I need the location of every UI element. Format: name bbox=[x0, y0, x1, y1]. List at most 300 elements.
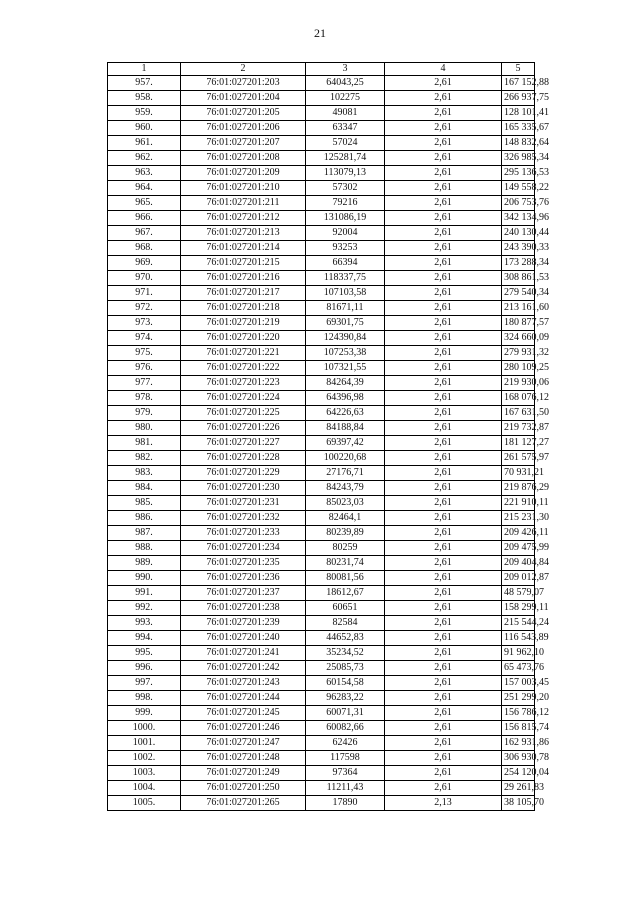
cadastral-number-cell: 76:01:027201:220 bbox=[181, 331, 306, 346]
amount-cell: 219 876,29 bbox=[502, 481, 535, 496]
value-cell: 69397,42 bbox=[306, 436, 385, 451]
rate-cell: 2,61 bbox=[385, 151, 502, 166]
cadastral-number-cell: 76:01:027201:207 bbox=[181, 136, 306, 151]
value-cell: 85023,03 bbox=[306, 496, 385, 511]
cadastral-number-cell: 76:01:027201:208 bbox=[181, 151, 306, 166]
rate-cell: 2,61 bbox=[385, 751, 502, 766]
cadastral-number-cell: 76:01:027201:249 bbox=[181, 766, 306, 781]
row-number-cell: 981. bbox=[108, 436, 181, 451]
amount-cell: 308 861,53 bbox=[502, 271, 535, 286]
amount-cell: 209 404,84 bbox=[502, 556, 535, 571]
table-row bbox=[108, 556, 535, 571]
amount-cell: 148 832,64 bbox=[502, 136, 535, 151]
value-cell: 80259 bbox=[306, 541, 385, 556]
table-row bbox=[108, 136, 535, 151]
table-row bbox=[108, 271, 535, 286]
cadastral-number-cell: 76:01:027201:245 bbox=[181, 706, 306, 721]
rate-cell: 2,61 bbox=[385, 421, 502, 436]
row-number-cell: 1001. bbox=[108, 736, 181, 751]
value-cell: 79216 bbox=[306, 196, 385, 211]
value-cell: 100220,68 bbox=[306, 451, 385, 466]
row-number-cell: 985. bbox=[108, 496, 181, 511]
page-number: 21 bbox=[314, 26, 326, 40]
row-number-cell: 977. bbox=[108, 376, 181, 391]
value-cell: 60651 bbox=[306, 601, 385, 616]
amount-cell: 279 540,34 bbox=[502, 286, 535, 301]
amount-cell: 326 985,34 bbox=[502, 151, 535, 166]
rate-cell: 2,13 bbox=[385, 796, 502, 811]
amount-cell: 209 012,87 bbox=[502, 571, 535, 586]
row-number-cell: 983. bbox=[108, 466, 181, 481]
table-row bbox=[108, 91, 535, 106]
row-number-cell: 966. bbox=[108, 211, 181, 226]
cadastral-number-cell: 76:01:027201:221 bbox=[181, 346, 306, 361]
row-number-cell: 970. bbox=[108, 271, 181, 286]
table-row bbox=[108, 226, 535, 241]
row-number-cell: 962. bbox=[108, 151, 181, 166]
row-number-cell: 994. bbox=[108, 631, 181, 646]
value-cell: 64226,63 bbox=[306, 406, 385, 421]
table-row bbox=[108, 121, 535, 136]
row-number-cell: 986. bbox=[108, 511, 181, 526]
row-number-cell: 988. bbox=[108, 541, 181, 556]
value-cell: 18612,67 bbox=[306, 586, 385, 601]
row-number-cell: 999. bbox=[108, 706, 181, 721]
rate-cell: 2,61 bbox=[385, 331, 502, 346]
amount-cell: 254 120,04 bbox=[502, 766, 535, 781]
cadastral-number-cell: 76:01:027201:222 bbox=[181, 361, 306, 376]
value-cell: 64043,25 bbox=[306, 76, 385, 91]
amount-cell: 221 910,11 bbox=[502, 496, 535, 511]
cadastral-number-cell: 76:01:027201:239 bbox=[181, 616, 306, 631]
cadastral-number-cell: 76:01:027201:206 bbox=[181, 121, 306, 136]
row-number-cell: 984. bbox=[108, 481, 181, 496]
rate-cell: 2,61 bbox=[385, 766, 502, 781]
cadastral-number-cell: 76:01:027201:234 bbox=[181, 541, 306, 556]
amount-cell: 180 877,57 bbox=[502, 316, 535, 331]
value-cell: 92004 bbox=[306, 226, 385, 241]
cadastral-number-cell: 76:01:027201:229 bbox=[181, 466, 306, 481]
rate-cell: 2,61 bbox=[385, 136, 502, 151]
rate-cell: 2,61 bbox=[385, 436, 502, 451]
amount-cell: 91 962,10 bbox=[502, 646, 535, 661]
cadastral-number-cell: 76:01:027201:228 bbox=[181, 451, 306, 466]
table-row bbox=[108, 781, 535, 796]
rate-cell: 2,61 bbox=[385, 346, 502, 361]
cadastral-number-cell: 76:01:027201:231 bbox=[181, 496, 306, 511]
rate-cell: 2,61 bbox=[385, 451, 502, 466]
column-header-3: 3 bbox=[306, 63, 385, 76]
value-cell: 102275 bbox=[306, 91, 385, 106]
table-row bbox=[108, 316, 535, 331]
amount-cell: 48 579,07 bbox=[502, 586, 535, 601]
row-number-cell: 978. bbox=[108, 391, 181, 406]
table-row bbox=[108, 586, 535, 601]
row-number-cell: 967. bbox=[108, 226, 181, 241]
table-row bbox=[108, 361, 535, 376]
cadastral-number-cell: 76:01:027201:219 bbox=[181, 316, 306, 331]
table-body bbox=[108, 76, 549, 811]
amount-cell: 70 931,21 bbox=[502, 466, 535, 481]
value-cell: 64396,98 bbox=[306, 391, 385, 406]
amount-cell: 165 335,67 bbox=[502, 121, 535, 136]
cadastral-number-cell: 76:01:027201:217 bbox=[181, 286, 306, 301]
table-row bbox=[108, 346, 535, 361]
rate-cell: 2,61 bbox=[385, 646, 502, 661]
amount-cell: 279 931,32 bbox=[502, 346, 535, 361]
value-cell: 117598 bbox=[306, 751, 385, 766]
table-row bbox=[108, 646, 535, 661]
amount-cell: 219 732,87 bbox=[502, 421, 535, 436]
column-header-5: 5 bbox=[502, 63, 535, 76]
amount-cell: 168 076,12 bbox=[502, 391, 535, 406]
row-number-cell: 958. bbox=[108, 91, 181, 106]
value-cell: 113079,13 bbox=[306, 166, 385, 181]
row-number-cell: 993. bbox=[108, 616, 181, 631]
cadastral-number-cell: 76:01:027201:244 bbox=[181, 691, 306, 706]
amount-cell: 261 575,97 bbox=[502, 451, 535, 466]
table-row bbox=[108, 676, 535, 691]
cadastral-number-cell: 76:01:027201:250 bbox=[181, 781, 306, 796]
table-row bbox=[108, 211, 535, 226]
rate-cell: 2,61 bbox=[385, 706, 502, 721]
table-row bbox=[108, 181, 535, 196]
amount-cell: 306 930,78 bbox=[502, 751, 535, 766]
cadastral-number-cell: 76:01:027201:224 bbox=[181, 391, 306, 406]
cadastral-number-cell: 76:01:027201:210 bbox=[181, 181, 306, 196]
row-number-cell: 979. bbox=[108, 406, 181, 421]
table-row bbox=[108, 331, 535, 346]
cadastral-number-cell: 76:01:027201:242 bbox=[181, 661, 306, 676]
rate-cell: 2,61 bbox=[385, 376, 502, 391]
amount-cell: 243 390,33 bbox=[502, 241, 535, 256]
rate-cell: 2,61 bbox=[385, 211, 502, 226]
rate-cell: 2,61 bbox=[385, 286, 502, 301]
rate-cell: 2,61 bbox=[385, 526, 502, 541]
table-row bbox=[108, 166, 535, 181]
rate-cell: 2,61 bbox=[385, 106, 502, 121]
rate-cell: 2,61 bbox=[385, 166, 502, 181]
value-cell: 118337,75 bbox=[306, 271, 385, 286]
table-row bbox=[108, 601, 535, 616]
column-header-2: 2 bbox=[181, 63, 306, 76]
rate-cell: 2,61 bbox=[385, 601, 502, 616]
rate-cell: 2,61 bbox=[385, 511, 502, 526]
table-row bbox=[108, 751, 535, 766]
value-cell: 125281,74 bbox=[306, 151, 385, 166]
value-cell: 66394 bbox=[306, 256, 385, 271]
cadastral-table bbox=[107, 62, 549, 811]
row-number-cell: 961. bbox=[108, 136, 181, 151]
amount-cell: 181 127,27 bbox=[502, 436, 535, 451]
value-cell: 82464,1 bbox=[306, 511, 385, 526]
column-header-1: 1 bbox=[108, 63, 181, 76]
value-cell: 49081 bbox=[306, 106, 385, 121]
row-number-cell: 960. bbox=[108, 121, 181, 136]
row-number-cell: 1002. bbox=[108, 751, 181, 766]
value-cell: 84264,39 bbox=[306, 376, 385, 391]
cadastral-number-cell: 76:01:027201:241 bbox=[181, 646, 306, 661]
rate-cell: 2,61 bbox=[385, 541, 502, 556]
row-number-cell: 969. bbox=[108, 256, 181, 271]
cadastral-number-cell: 76:01:027201:232 bbox=[181, 511, 306, 526]
table-row bbox=[108, 196, 535, 211]
row-number-cell: 971. bbox=[108, 286, 181, 301]
rate-cell: 2,61 bbox=[385, 616, 502, 631]
row-number-cell: 974. bbox=[108, 331, 181, 346]
value-cell: 124390,84 bbox=[306, 331, 385, 346]
amount-cell: 65 473,76 bbox=[502, 661, 535, 676]
rate-cell: 2,61 bbox=[385, 361, 502, 376]
row-number-cell: 973. bbox=[108, 316, 181, 331]
amount-cell: 295 136,53 bbox=[502, 166, 535, 181]
value-cell: 82584 bbox=[306, 616, 385, 631]
rate-cell: 2,61 bbox=[385, 736, 502, 751]
column-header-4: 4 bbox=[385, 63, 502, 76]
amount-cell: 162 931,86 bbox=[502, 736, 535, 751]
amount-cell: 324 660,09 bbox=[502, 331, 535, 346]
row-number-cell: 982. bbox=[108, 451, 181, 466]
value-cell: 44652,83 bbox=[306, 631, 385, 646]
row-number-cell: 996. bbox=[108, 661, 181, 676]
rate-cell: 2,61 bbox=[385, 661, 502, 676]
table-row bbox=[108, 496, 535, 511]
value-cell: 97364 bbox=[306, 766, 385, 781]
row-number-cell: 964. bbox=[108, 181, 181, 196]
cadastral-number-cell: 76:01:027201:235 bbox=[181, 556, 306, 571]
row-number-cell: 1004. bbox=[108, 781, 181, 796]
rate-cell: 2,61 bbox=[385, 586, 502, 601]
row-number-cell: 990. bbox=[108, 571, 181, 586]
cadastral-number-cell: 76:01:027201:209 bbox=[181, 166, 306, 181]
row-number-cell: 968. bbox=[108, 241, 181, 256]
cadastral-number-cell: 76:01:027201:214 bbox=[181, 241, 306, 256]
value-cell: 60071,31 bbox=[306, 706, 385, 721]
table-row bbox=[108, 631, 535, 646]
amount-cell: 167 152,88 bbox=[502, 76, 535, 91]
amount-cell: 149 558,22 bbox=[502, 181, 535, 196]
cadastral-number-cell: 76:01:027201:225 bbox=[181, 406, 306, 421]
cadastral-number-cell: 76:01:027201:236 bbox=[181, 571, 306, 586]
amount-cell: 219 930,06 bbox=[502, 376, 535, 391]
cadastral-number-cell: 76:01:027201:216 bbox=[181, 271, 306, 286]
rate-cell: 2,61 bbox=[385, 301, 502, 316]
cadastral-number-cell: 76:01:027201:215 bbox=[181, 256, 306, 271]
table-row bbox=[108, 256, 535, 271]
amount-cell: 209 426,11 bbox=[502, 526, 535, 541]
value-cell: 84243,79 bbox=[306, 481, 385, 496]
rate-cell: 2,61 bbox=[385, 271, 502, 286]
row-number-cell: 1003. bbox=[108, 766, 181, 781]
cadastral-number-cell: 76:01:027201:238 bbox=[181, 601, 306, 616]
table-row bbox=[108, 406, 535, 421]
value-cell: 62426 bbox=[306, 736, 385, 751]
table-row bbox=[108, 511, 535, 526]
row-number-cell: 957. bbox=[108, 76, 181, 91]
value-cell: 93253 bbox=[306, 241, 385, 256]
rate-cell: 2,61 bbox=[385, 91, 502, 106]
value-cell: 63347 bbox=[306, 121, 385, 136]
value-cell: 84188,84 bbox=[306, 421, 385, 436]
amount-cell: 215 231,30 bbox=[502, 511, 535, 526]
rate-cell: 2,61 bbox=[385, 676, 502, 691]
amount-cell: 280 109,25 bbox=[502, 361, 535, 376]
table-row bbox=[108, 241, 535, 256]
rate-cell: 2,61 bbox=[385, 496, 502, 511]
table-row bbox=[108, 481, 535, 496]
value-cell: 80231,74 bbox=[306, 556, 385, 571]
row-number-cell: 1000. bbox=[108, 721, 181, 736]
cadastral-number-cell: 76:01:027201:218 bbox=[181, 301, 306, 316]
cadastral-number-cell: 76:01:027201:265 bbox=[181, 796, 306, 811]
row-number-cell: 965. bbox=[108, 196, 181, 211]
row-number-cell: 976. bbox=[108, 361, 181, 376]
value-cell: 60154,58 bbox=[306, 676, 385, 691]
rate-cell: 2,61 bbox=[385, 781, 502, 796]
table-row bbox=[108, 616, 535, 631]
table-row bbox=[108, 571, 535, 586]
row-number-cell: 980. bbox=[108, 421, 181, 436]
cadastral-number-cell: 76:01:027201:248 bbox=[181, 751, 306, 766]
amount-cell: 156 786,12 bbox=[502, 706, 535, 721]
rate-cell: 2,61 bbox=[385, 226, 502, 241]
table-row bbox=[108, 376, 535, 391]
rate-cell: 2,61 bbox=[385, 556, 502, 571]
row-number-cell: 989. bbox=[108, 556, 181, 571]
amount-cell: 342 134,96 bbox=[502, 211, 535, 226]
table-row bbox=[108, 736, 535, 751]
value-cell: 81671,11 bbox=[306, 301, 385, 316]
value-cell: 80239,89 bbox=[306, 526, 385, 541]
table-row bbox=[108, 526, 535, 541]
amount-cell: 157 003,45 bbox=[502, 676, 535, 691]
row-number-cell: 991. bbox=[108, 586, 181, 601]
cadastral-number-cell: 76:01:027201:203 bbox=[181, 76, 306, 91]
table-row bbox=[108, 691, 535, 706]
row-number-cell: 992. bbox=[108, 601, 181, 616]
table-row bbox=[108, 106, 535, 121]
value-cell: 25085,73 bbox=[306, 661, 385, 676]
cadastral-number-cell: 76:01:027201:246 bbox=[181, 721, 306, 736]
amount-cell: 38 105,70 bbox=[502, 796, 535, 811]
rate-cell: 2,61 bbox=[385, 406, 502, 421]
value-cell: 17890 bbox=[306, 796, 385, 811]
row-number-cell: 987. bbox=[108, 526, 181, 541]
cadastral-number-cell: 76:01:027201:212 bbox=[181, 211, 306, 226]
table-row bbox=[108, 721, 535, 736]
rate-cell: 2,61 bbox=[385, 76, 502, 91]
rate-cell: 2,61 bbox=[385, 121, 502, 136]
table-header bbox=[108, 63, 535, 76]
table-row bbox=[108, 706, 535, 721]
row-number-cell: 975. bbox=[108, 346, 181, 361]
amount-cell: 240 130,44 bbox=[502, 226, 535, 241]
rate-cell: 2,61 bbox=[385, 721, 502, 736]
rate-cell: 2,61 bbox=[385, 241, 502, 256]
table-row bbox=[108, 661, 535, 676]
table-row bbox=[108, 286, 535, 301]
rate-cell: 2,61 bbox=[385, 481, 502, 496]
value-cell: 11211,43 bbox=[306, 781, 385, 796]
row-number-cell: 1005. bbox=[108, 796, 181, 811]
table-row bbox=[108, 151, 535, 166]
value-cell: 60082,66 bbox=[306, 721, 385, 736]
rate-cell: 2,61 bbox=[385, 181, 502, 196]
cadastral-number-cell: 76:01:027201:213 bbox=[181, 226, 306, 241]
table-row bbox=[108, 451, 535, 466]
table-row bbox=[108, 766, 535, 781]
rate-cell: 2,61 bbox=[385, 631, 502, 646]
row-number-cell: 995. bbox=[108, 646, 181, 661]
rate-cell: 2,61 bbox=[385, 196, 502, 211]
cadastral-number-cell: 76:01:027201:240 bbox=[181, 631, 306, 646]
value-cell: 80081,56 bbox=[306, 571, 385, 586]
amount-cell: 209 475,99 bbox=[502, 541, 535, 556]
table-row bbox=[108, 541, 535, 556]
amount-cell: 206 753,76 bbox=[502, 196, 535, 211]
table-row bbox=[108, 76, 535, 91]
amount-cell: 128 101,41 bbox=[502, 106, 535, 121]
cadastral-number-cell: 76:01:027201:230 bbox=[181, 481, 306, 496]
cadastral-number-cell: 76:01:027201:223 bbox=[181, 376, 306, 391]
table-row bbox=[108, 796, 535, 811]
cadastral-number-cell: 76:01:027201:205 bbox=[181, 106, 306, 121]
row-number-cell: 998. bbox=[108, 691, 181, 706]
amount-cell: 266 937,75 bbox=[502, 91, 535, 106]
rate-cell: 2,61 bbox=[385, 316, 502, 331]
value-cell: 107253,38 bbox=[306, 346, 385, 361]
amount-cell: 215 544,24 bbox=[502, 616, 535, 631]
table-row bbox=[108, 421, 535, 436]
value-cell: 57024 bbox=[306, 136, 385, 151]
row-number-cell: 959. bbox=[108, 106, 181, 121]
row-number-cell: 963. bbox=[108, 166, 181, 181]
amount-cell: 173 288,34 bbox=[502, 256, 535, 271]
value-cell: 57302 bbox=[306, 181, 385, 196]
cadastral-number-cell: 76:01:027201:227 bbox=[181, 436, 306, 451]
rate-cell: 2,61 bbox=[385, 466, 502, 481]
header-row bbox=[108, 63, 535, 76]
amount-cell: 116 543,89 bbox=[502, 631, 535, 646]
rate-cell: 2,61 bbox=[385, 256, 502, 271]
cadastral-number-cell: 76:01:027201:204 bbox=[181, 91, 306, 106]
amount-cell: 167 631,50 bbox=[502, 406, 535, 421]
rate-cell: 2,61 bbox=[385, 391, 502, 406]
value-cell: 96283,22 bbox=[306, 691, 385, 706]
value-cell: 27176,71 bbox=[306, 466, 385, 481]
value-cell: 69301,75 bbox=[306, 316, 385, 331]
amount-cell: 213 161,60 bbox=[502, 301, 535, 316]
value-cell: 107103,58 bbox=[306, 286, 385, 301]
table-row bbox=[108, 436, 535, 451]
cadastral-number-cell: 76:01:027201:243 bbox=[181, 676, 306, 691]
cadastral-number-cell: 76:01:027201:233 bbox=[181, 526, 306, 541]
cadastral-number-cell: 76:01:027201:211 bbox=[181, 196, 306, 211]
table-row bbox=[108, 301, 535, 316]
amount-cell: 158 299,11 bbox=[502, 601, 535, 616]
amount-cell: 251 299,20 bbox=[502, 691, 535, 706]
rate-cell: 2,61 bbox=[385, 691, 502, 706]
row-number-cell: 997. bbox=[108, 676, 181, 691]
table-row bbox=[108, 466, 535, 481]
cadastral-number-cell: 76:01:027201:237 bbox=[181, 586, 306, 601]
cadastral-number-cell: 76:01:027201:247 bbox=[181, 736, 306, 751]
cadastral-number-cell: 76:01:027201:226 bbox=[181, 421, 306, 436]
value-cell: 35234,52 bbox=[306, 646, 385, 661]
rate-cell: 2,61 bbox=[385, 571, 502, 586]
amount-cell: 29 261,83 bbox=[502, 781, 535, 796]
row-number-cell: 972. bbox=[108, 301, 181, 316]
